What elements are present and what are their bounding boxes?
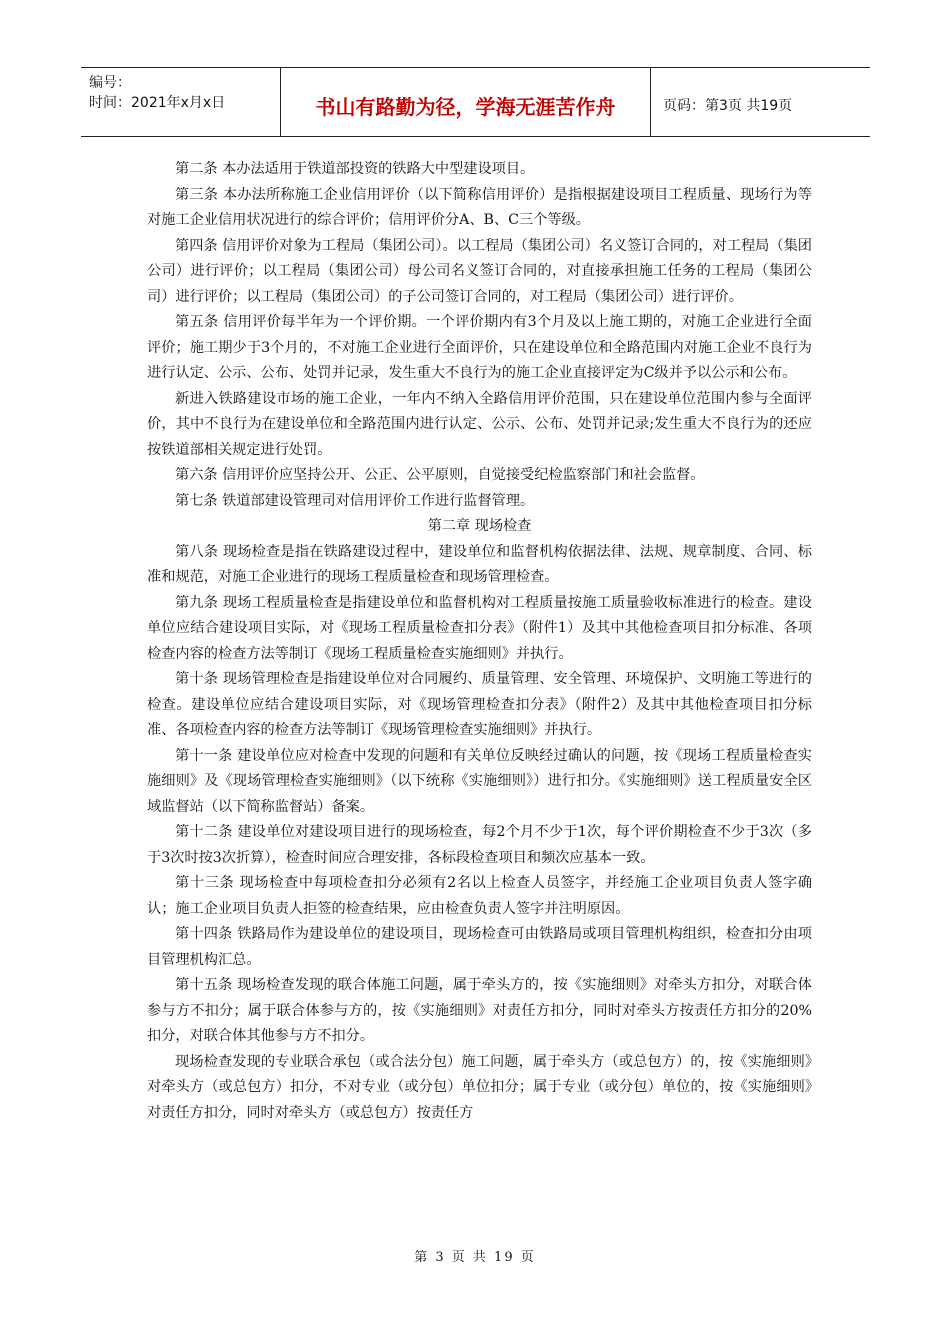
article-paragraph: 第七条 铁道部建设管理司对信用评价工作进行监督管理。 [175, 492, 535, 509]
article-paragraph: 第十一条 建设单位应对检查中发现的问题和有关单位反映经过确认的问题，按《现场工程质量检查实施细则》及《现场管理检查实施细则》（以下统称《实施细则》）进行扣分。《实施细则》送工程质量安全区域监督站（以下简称监督站）备案。 [147, 747, 812, 815]
article-paragraph: 第六条 信用评价应坚持公开、公正、公平原则，自觉接受纪检监察部门和社会监督。 [175, 467, 705, 483]
page-footer: 第 3 页 共 19 页 [414, 1250, 536, 1265]
article-paragraph: 第十二条 建设单位对建设项目进行的现场检查，每2个月不少于1次，每个评价期检查不少于3次（多于3次时按3次折算），检查时间应合理安排，各标段检查项目和频次应基本一致。 [147, 824, 812, 866]
header-meta [81, 68, 281, 136]
document-body [147, 157, 812, 1126]
article-paragraph: 第二条 本办法适用于铁道部投资的铁路大中型建设项目。 [175, 161, 535, 177]
article-paragraph: 第四条 信用评价对象为工程局（集团公司）。以工程局（集团公司）名义签订合同的，对工程局（集团公司）进行评价；以工程局（集团公司）母公司名义签订合同的，对直接承担施工任务的工程局（集团公司）进行评价；以工程局（集团公司）的子公司签订合同的，对工程局（集团公司）进行评价。 [147, 237, 812, 305]
article-paragraph: 第十三条 现场检查中每项检查扣分必须有2名以上检查人员签字，并经施工企业项目负责人签字确认；施工企业项目负责人拒签的检查结果，应由检查负责人签字并注明原因。 [147, 875, 812, 917]
page-header [81, 67, 870, 137]
article-paragraph: 第九条 现场工程质量检查是指建设单位和监督机构对工程质量按施工质量验收标准进行的检查。建设单位应结合建设项目实际，对《现场工程质量检查扣分表》（附件1）及其中其他检查项目扣分标准、各项检查内容的检查方法等制订《现场工程质量检查实施细则》并执行。 [147, 594, 812, 662]
article-paragraph: 新进入铁路建设市场的施工企业，一年内不纳入全路信用评价范围，只在建设单位范围内参与全面评价，其中不良行为在建设单位和全路范围内进行认定、公示、公布、处罚并记录;发生重大不良行为的还应按铁道部相关规定进行处罚。 [147, 390, 812, 458]
header-page-number: 页码：第3页 共19页 [663, 98, 793, 114]
article-paragraph: 第三条 本办法所称施工企业信用评价（以下简称信用评价）是指根据建设项目工程质量、现场行为等对施工企业信用状况进行的综合评价；信用评价分A、B、C三个等级。 [147, 186, 812, 228]
article-paragraph: 第八条 现场检查是指在铁路建设过程中，建设单位和监督机构依据法律、法规、规章制度、合同、标准和规范，对施工企业进行的现场工程质量检查和现场管理检查。 [147, 543, 812, 585]
article-paragraph: 第十五条 现场检查发现的联合体施工问题，属于牵头方的，按《实施细则》对牵头方扣分，对联合体参与方不扣分；属于联合体参与方的，按《实施细则》对责任方扣分，同时对牵头方按责任方扣分的20%扣分，对联合体其他参与方不扣分。 [147, 977, 812, 1044]
header-motto: 书山有路勤为径，学海无涯苦作舟 [281, 68, 651, 136]
article-paragraph: 第十条 现场管理检查是指建设单位对合同履约、质量管理、安全管理、环境保护、文明施工等进行的检查。建设单位应结合建设项目实际，对《现场管理检查扣分表》（附件2）及其中其他检查项目扣分标准、各项检查内容的检查方法等制订《现场管理检查实施细则》并执行。 [147, 671, 812, 738]
document-number-label: 编号： [89, 75, 131, 91]
chapter-heading: 第二章 现场检查 [427, 518, 532, 534]
article-paragraph: 现场检查发现的专业联合承包（或合法分包）施工问题，属于牵头方（或总包方）的，按《实施细则》对牵头方（或总包方）扣分，不对专业（或分包）单位扣分；属于专业（或分包）单位的，按《实施细则》对责任方扣分，同时对牵头方（或总包方）按责任方 [147, 1053, 812, 1121]
article-paragraph: 第五条 信用评价每半年为一个评价期。一个评价期内有3个月及以上施工期的，对施工企业进行全面评价；施工期少于3个月的，不对施工企业进行全面评价，只在建设单位和全路范围内对施工企业不良行为进行认定、公示、公布、处罚并记录，发生重大不良行为的施工企业直接评定为C级并予以公示和公布。 [147, 314, 812, 381]
article-paragraph: 第十四条 铁路局作为建设单位的建设项目，现场检查可由铁路局或项目管理机构组织，检查扣分由项目管理机构汇总。 [147, 926, 812, 968]
document-time-label: 时间：2021年x月x日 [89, 95, 226, 111]
